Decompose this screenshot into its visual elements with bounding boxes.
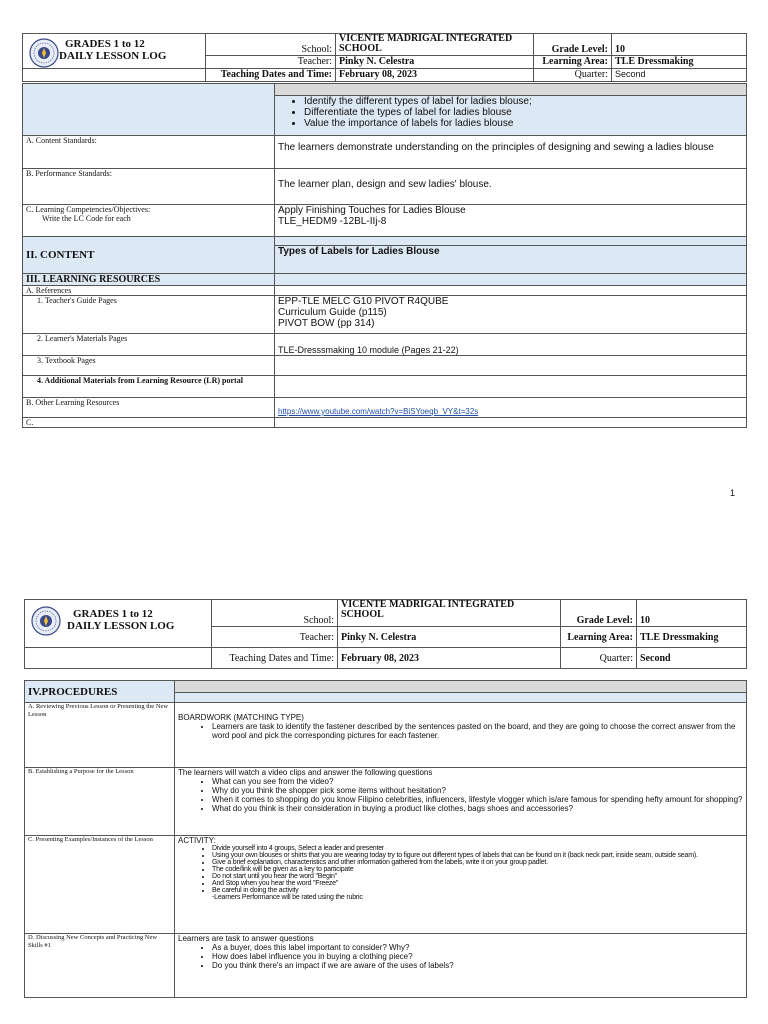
competencies-code: TLE_HEDM9 -12BL-IIj-8	[278, 216, 387, 227]
procedure-c-item: • And Stop when you hear the word "Freeze"	[212, 880, 743, 887]
competencies-value-cell	[275, 205, 747, 237]
competencies-label-cell	[23, 205, 275, 237]
procedure-b-item: • Why do you think the shopper pick some items without hesitation?	[212, 786, 743, 795]
header-title-line2: DAILY LESSON LOG	[59, 50, 167, 62]
dates-value: February 08, 2023	[338, 648, 561, 669]
dates-label: Teaching Dates and Time:	[206, 69, 336, 82]
procedure-a-list	[178, 722, 743, 740]
competencies-value: Apply Finishing Touches for Ladies Blouse	[278, 205, 466, 216]
page-number: 1	[730, 488, 736, 498]
procedure-d-item: • Do you think there's an impact if we are aware of the uses of labels?	[212, 961, 743, 970]
youtube-link[interactable]: https://www.youtube.com/watch?v=BiSYoeqb_VY&t=32s	[278, 407, 479, 416]
procedure-d-intro: Learners are task to answer questions	[178, 934, 314, 943]
procedure-b-list	[178, 777, 743, 813]
deped-seal-icon	[29, 38, 59, 68]
learners-materials-value: TLE-Dresssmaking 10 module (Pages 21-22)	[275, 334, 747, 356]
procedure-b-cell	[175, 768, 747, 836]
procedure-b-intro: The learners will watch a video clips and answer the following questions	[178, 768, 433, 777]
grade-label: Grade Level:	[534, 34, 612, 56]
deped-seal-icon	[31, 606, 61, 636]
teachers-guide-item: EPP-TLE MELC G10 PIVOT R4QUBE	[278, 296, 449, 307]
teacher-value: Pinky N. Celestra	[338, 627, 561, 648]
teacher-label: Teacher:	[212, 627, 338, 648]
procedure-c-list	[178, 845, 743, 901]
procedure-b-item: • What do you think is their consideration in buying a product like clothes, bags shoes and accessories?	[212, 804, 743, 813]
procedures-table	[24, 680, 747, 998]
dates-label: Teaching Dates and Time:	[212, 648, 338, 669]
header-blank-cell	[25, 648, 212, 669]
procedure-b-label: B. Establishing a Purpose for the Lesson	[25, 768, 175, 836]
content-heading: II. CONTENT	[26, 249, 95, 261]
procedure-d-label: D. Discussing New Concepts and Practicing New Skills #1	[25, 934, 175, 998]
school-value: VICENTE MADRIGAL INTEGRATED SCHOOL	[338, 600, 561, 627]
objectives-list	[278, 96, 743, 129]
additional-materials-label: 4. Additional Materials from Learning Resource (LR) portal	[23, 376, 275, 398]
procedure-b-item: • What can you see from the video?	[212, 777, 743, 786]
procedure-c-intro: ACTIVITY:	[178, 836, 216, 845]
procedure-b-item: • When it comes to shopping do you know Filipino celebrities, influencers, lifestyle vlogger which is/are famous for spending hefty amount for shopping?	[212, 795, 743, 804]
procedure-d-list	[178, 943, 743, 970]
competencies-label: C. Learning Competencies/Objectives:	[26, 205, 151, 214]
other-resources-cell	[275, 398, 747, 418]
procedure-d-item: • As a buyer, does this label important to consider? Why?	[212, 943, 743, 952]
procedure-c-item: • Be careful in doing the activity	[212, 887, 743, 894]
procedure-c-cell	[175, 836, 747, 934]
other-resources-label: B. Other Learning Resources	[23, 398, 275, 418]
content-value: Types of Labels for Ladies Blouse	[275, 246, 747, 274]
procedure-c-item: • Using your own blouses or shirts that you are wearing today try to figure out different types of labels that can be found on it (back neck part, inside seam, outside seam).	[212, 852, 743, 859]
area-label: Learning Area:	[561, 627, 637, 648]
procedure-c-label: C. Presenting Examples/Instances of the Lesson	[25, 836, 175, 934]
textbook-label: 3. Textbook Pages	[23, 356, 275, 376]
header-logo-cell	[23, 34, 206, 69]
grade-label: Grade Level:	[561, 600, 637, 627]
resources-heading: III. LEARNING RESOURCES	[23, 274, 275, 286]
procedure-c-item: • Do not start until you hear the word "Begin"	[212, 873, 743, 880]
procedure-c-item: • Give a brief explanation, characteristics and other information gathered from the labels, write it on your group padlet.	[212, 859, 743, 866]
area-value: TLE Dressmaking	[612, 56, 747, 69]
objective-item: • Identify the different types of label for ladies blouse;	[304, 96, 743, 107]
performance-standards-value: The learner plan, design and sew ladies' blouse.	[275, 169, 747, 205]
procedure-c-item: • The code/link will be given as a key to participate	[212, 866, 743, 873]
objective-item: • Value the importance of labels for ladies blouse	[304, 118, 743, 129]
c-label: C.	[23, 418, 275, 428]
competencies-note: Write the LC Code for each	[42, 214, 131, 223]
procedure-a-cell	[175, 703, 747, 768]
teacher-value: Pinky N. Celestra	[336, 56, 534, 69]
procedure-d-cell	[175, 934, 747, 998]
header-title-line2: DAILY LESSON LOG	[67, 620, 175, 632]
grade-value: 10	[612, 34, 747, 56]
school-label: School:	[212, 600, 338, 627]
header-title-line1: GRADES 1 to 12	[65, 38, 145, 50]
content-standards-label: A. Content Standards:	[23, 136, 275, 169]
header-blank-cell	[23, 69, 206, 82]
school-label: School:	[206, 34, 336, 56]
school-value: VICENTE MADRIGAL INTEGRATED SCHOOL	[336, 34, 534, 56]
quarter-value: Second	[637, 648, 747, 669]
quarter-label: Quarter:	[561, 648, 637, 669]
teachers-guide-item: Curriculum Guide (p115)	[278, 307, 387, 318]
procedure-a-label: A. Reviewing Previous Lesson or Presenting the New Lesson	[25, 703, 175, 768]
header-title-line1: GRADES 1 to 12	[73, 608, 153, 620]
area-value: TLE Dressmaking	[637, 627, 747, 648]
learners-materials-label: 2. Learner's Materials Pages	[23, 334, 275, 356]
header-table	[22, 33, 747, 82]
content-standards-value: The learners demonstrate understanding on the principles of designing and sewing a ladies blouse	[275, 136, 747, 169]
dates-value: February 08, 2023	[336, 69, 534, 82]
quarter-value: Second	[612, 69, 747, 82]
content-heading-cell	[23, 237, 275, 274]
procedure-c-item: -Learners Performance will be rated using the rubric	[212, 894, 363, 901]
header-logo-cell-2	[25, 600, 212, 648]
teachers-guide-label: 1. Teacher's Guide Pages	[23, 296, 275, 334]
performance-standards-label: B. Performance Standards:	[23, 169, 275, 205]
procedure-d-item: • How does label influence you in buying a clothing piece?	[212, 952, 743, 961]
teachers-guide-item: PIVOT BOW (pp 314)	[278, 318, 375, 329]
procedure-a-title: BOARDWORK (MATCHING TYPE)	[178, 713, 304, 722]
procedure-c-item: • Divide yourself into 4 groups, Select a leader and presenter	[212, 845, 743, 852]
objectives-table	[22, 83, 747, 428]
teachers-guide-values	[275, 296, 747, 334]
header-table-2	[24, 599, 747, 669]
procedure-a-item: • Learners are task to identify the fastener described by the sentences pasted on the board, and they are going to choose the correct answer from the word pool and pick the corresponding pictures for each fastener.	[212, 722, 743, 740]
objectives-list-cell	[275, 96, 747, 136]
teacher-label: Teacher:	[206, 56, 336, 69]
objective-item: • Differentiate the types of label for ladies blouse	[304, 107, 743, 118]
procedures-heading: IV.PROCEDURES	[25, 681, 175, 703]
grade-value: 10	[637, 600, 747, 627]
area-label: Learning Area:	[534, 56, 612, 69]
references-label: A. References	[23, 286, 275, 296]
quarter-label: Quarter:	[534, 69, 612, 82]
